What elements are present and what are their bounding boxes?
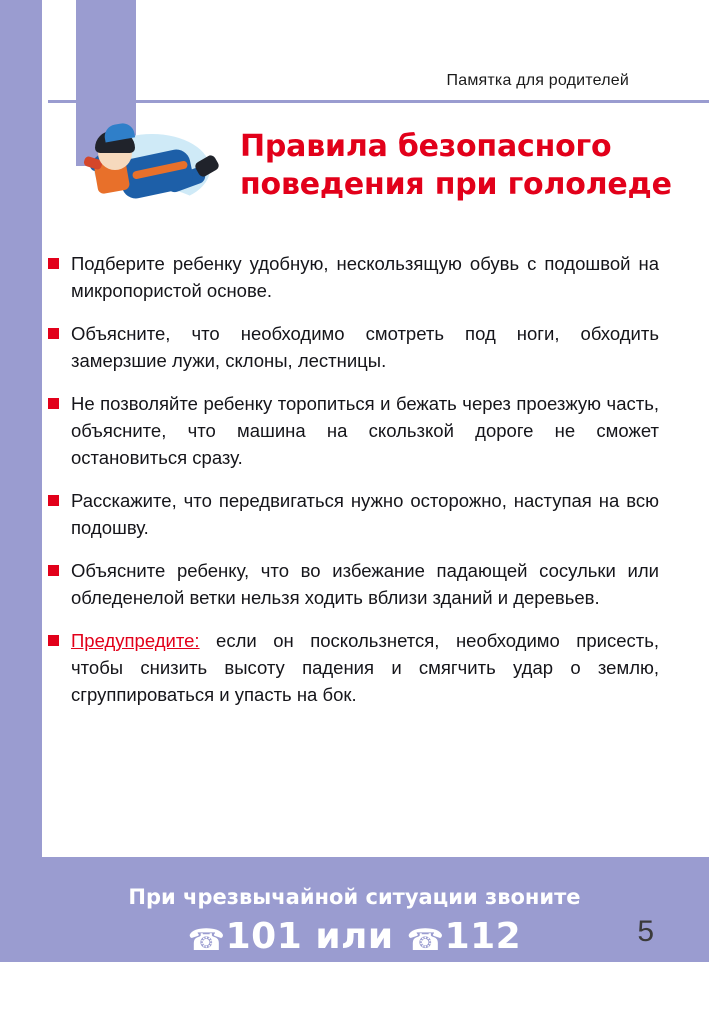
- list-item-warning: [48, 627, 660, 708]
- emergency-number-112: 112: [444, 916, 522, 957]
- safety-rules-list: [48, 250, 660, 724]
- child-slipping-on-ice-illustration: [58, 118, 223, 228]
- footer-bottom-margin: [0, 962, 709, 1024]
- emergency-conjunction: или: [315, 916, 394, 957]
- list-item-text: Объясните, что необходимо смотреть под ноги, обходить замерзшие лужи, склоны, лестницы.: [71, 323, 659, 371]
- list-item-text: Расскажите, что передвигаться нужно осторожно, наступая на всю подошву.: [71, 490, 659, 538]
- emergency-numbers: [0, 916, 709, 958]
- emergency-number-101: 101: [225, 916, 303, 957]
- header-divider: [48, 100, 709, 103]
- page-title-line-1: Правила безопасного: [240, 129, 612, 164]
- warning-body-text: если он поскользнется, необходимо присесть, чтобы снизить высоту падения и смягчить удар о землю, сгруппироваться и упасть на бок.: [71, 630, 659, 705]
- list-item-text: Подберите ребенку удобную, нескользящую обувь с подошвой на микропористой основе.: [71, 253, 659, 301]
- page-title: [240, 128, 680, 204]
- warning-lead-label: Предупредите:: [71, 630, 200, 651]
- list-item: [48, 557, 660, 611]
- list-item: [48, 390, 660, 471]
- bullet-square-icon: [48, 635, 59, 646]
- phone-icon: ☎: [406, 923, 445, 958]
- list-item: [48, 250, 660, 304]
- page-number: 5: [637, 915, 654, 948]
- bullet-square-icon: [48, 398, 59, 409]
- bullet-square-icon: [48, 495, 59, 506]
- bullet-square-icon: [48, 565, 59, 576]
- emergency-call-label: При чрезвычайной ситуации звоните: [128, 885, 581, 909]
- page-title-line-2: поведения при гололеде: [240, 167, 672, 202]
- list-item-text: Объясните ребенку, что во избежание падающей сосульки или обледенелой ветки нельзя ходить вблизи зданий и деревьев.: [71, 560, 659, 608]
- phone-icon: ☎: [187, 923, 226, 958]
- list-item-text-warning: [71, 627, 659, 708]
- bullet-square-icon: [48, 258, 59, 269]
- bullet-square-icon: [48, 328, 59, 339]
- list-item-text: Не позволяйте ребенку торопиться и бежать через проезжую часть, объясните, что машина на скользкой дороге не сможет остановиться сразу.: [71, 393, 659, 468]
- list-item: [48, 487, 660, 541]
- header-title: Памятка для родителей: [446, 72, 629, 89]
- list-item: [48, 320, 660, 374]
